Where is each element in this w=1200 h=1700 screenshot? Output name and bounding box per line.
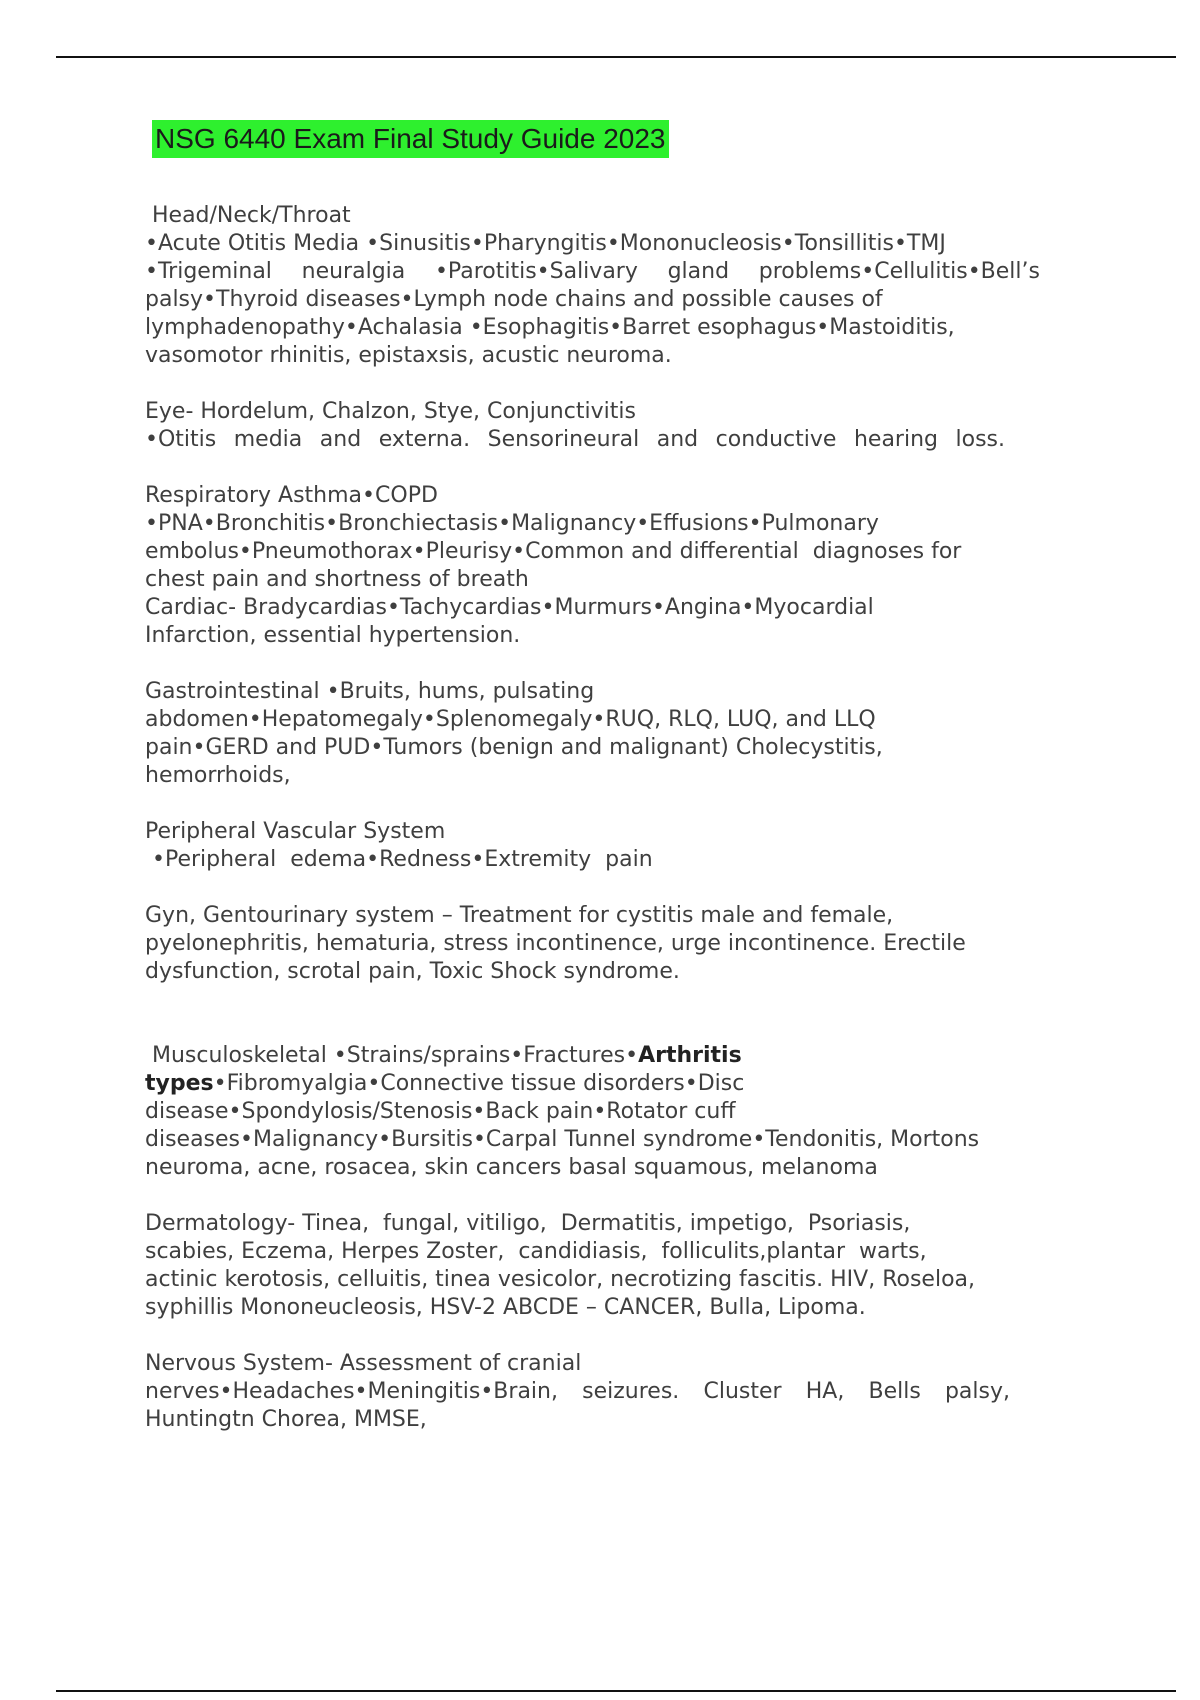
section-nervous-system <box>145 1350 1095 1434</box>
section-heading: Respiratory Asthma•COPD <box>145 483 438 508</box>
section-respiratory-cardiac <box>145 482 1095 650</box>
text-line: pyelonephritis, hematuria, stress incontinence, urge incontinence. Erectile <box>145 931 966 956</box>
text-line: Cardiac- Bradycardias•Tachycardias•Murmurs•Angina•Myocardial <box>145 595 874 620</box>
section-peripheral-vascular <box>145 818 1095 874</box>
text-line: diseases•Malignancy•Bursitis•Carpal Tunnel syndrome•Tendonitis, Mortons <box>145 1127 980 1152</box>
text-line: •Acute Otitis Media •Sinusitis•Pharyngitis•Mononucleosis•Tonsillitis•TMJ <box>145 231 946 256</box>
text-line: disease•Spondylosis/Stenosis•Back pain•Rotator cuff <box>145 1099 736 1124</box>
text-line <box>145 1070 1095 1098</box>
text-line: vasomotor rhinitis, epistaxsis, acustic neuroma. <box>145 343 672 368</box>
text-line: dysfunction, scrotal pain, Toxic Shock syndrome. <box>145 959 680 984</box>
text-line: actinic kerotosis, celluitis, tinea vesicolor, necrotizing fascitis. HIV, Roseloa, <box>145 1267 976 1292</box>
text-line: embolus•Pneumothorax•Pleurisy•Common and differential diagnoses for <box>145 539 962 564</box>
text-line: syphillis Mononeucleosis, HSV-2 ABCDE – CANCER, Bulla, Lipoma. <box>145 1295 866 1320</box>
text-line: •Trigeminal neuralgia •Parotitis•Salivary gland problems•Cellulitis•Bell’s <box>145 259 1040 284</box>
document-body <box>145 202 1095 1434</box>
section-heading: Nervous System- Assessment of cranial <box>145 1351 582 1376</box>
section-heading: Peripheral Vascular System <box>145 819 446 844</box>
section-heading: Eye- Hordelum, Chalzon, Stye, Conjunctivitis <box>145 399 636 424</box>
text-line: Huntingtn Chorea, MMSE, <box>145 1407 427 1432</box>
text-line: abdomen•Hepatomegaly•Splenomegaly•RUQ, RLQ, LUQ, and LLQ <box>145 707 876 732</box>
section-gyn-genitourinary <box>145 902 1095 986</box>
text-run: •Fibromyalgia•Connective tissue disorders•Disc <box>213 1071 745 1096</box>
text-line: neuroma, acne, rosacea, skin cancers basal squamous, melanoma <box>145 1155 878 1180</box>
text-line: chest pain and shortness of breath <box>145 567 529 592</box>
text-run: Musculoskeletal •Strains/sprains•Fractures• <box>145 1043 639 1068</box>
section-musculoskeletal <box>145 1042 1095 1182</box>
section-heading: Gyn, Gentourinary system – Treatment for cystitis male and female, <box>145 903 894 928</box>
page-title: NSG 6440 Exam Final Study Guide 2023 <box>152 120 669 158</box>
text-line: •Otitis media and externa. Sensorineural and conductive hearing loss. <box>145 427 1005 452</box>
section-head-neck-throat <box>145 202 1095 370</box>
text-line: Infarction, essential hypertension. <box>145 623 521 648</box>
header-rule <box>56 56 1176 58</box>
text-line: pain•GERD and PUD•Tumors (benign and malignant) Cholecystitis, <box>145 735 883 760</box>
section-heading: Dermatology- Tinea, fungal, vitiligo, Dermatitis, impetigo, Psoriasis, <box>145 1211 911 1236</box>
text-line: •PNA•Bronchitis•Bronchiectasis•Malignancy•Effusions•Pulmonary <box>145 511 879 536</box>
text-line: lymphadenopathy•Achalasia •Esophagitis•Barret esophagus•Mastoiditis, <box>145 315 955 340</box>
bold-text: Arthritis <box>638 1043 742 1068</box>
section-eye <box>145 398 1095 454</box>
text-line: nerves•Headaches•Meningitis•Brain, seizures. Cluster HA, Bells palsy, <box>145 1379 1010 1404</box>
section-heading: Head/Neck/Throat <box>145 203 351 228</box>
section-dermatology <box>145 1210 1095 1322</box>
text-line: •Peripheral edema•Redness•Extremity pain <box>145 847 653 872</box>
text-line: palsy•Thyroid diseases•Lymph node chains and possible causes of <box>145 287 883 312</box>
section-gastrointestinal <box>145 678 1095 790</box>
bold-text: types <box>145 1071 214 1096</box>
footer-rule <box>56 1690 1176 1692</box>
section-heading <box>145 1042 1095 1070</box>
text-line: scabies, Eczema, Herpes Zoster, candidiasis, folliculits,plantar warts, <box>145 1239 927 1264</box>
text-line: hemorrhoids, <box>145 763 291 788</box>
section-heading: Gastrointestinal •Bruits, hums, pulsating <box>145 679 595 704</box>
